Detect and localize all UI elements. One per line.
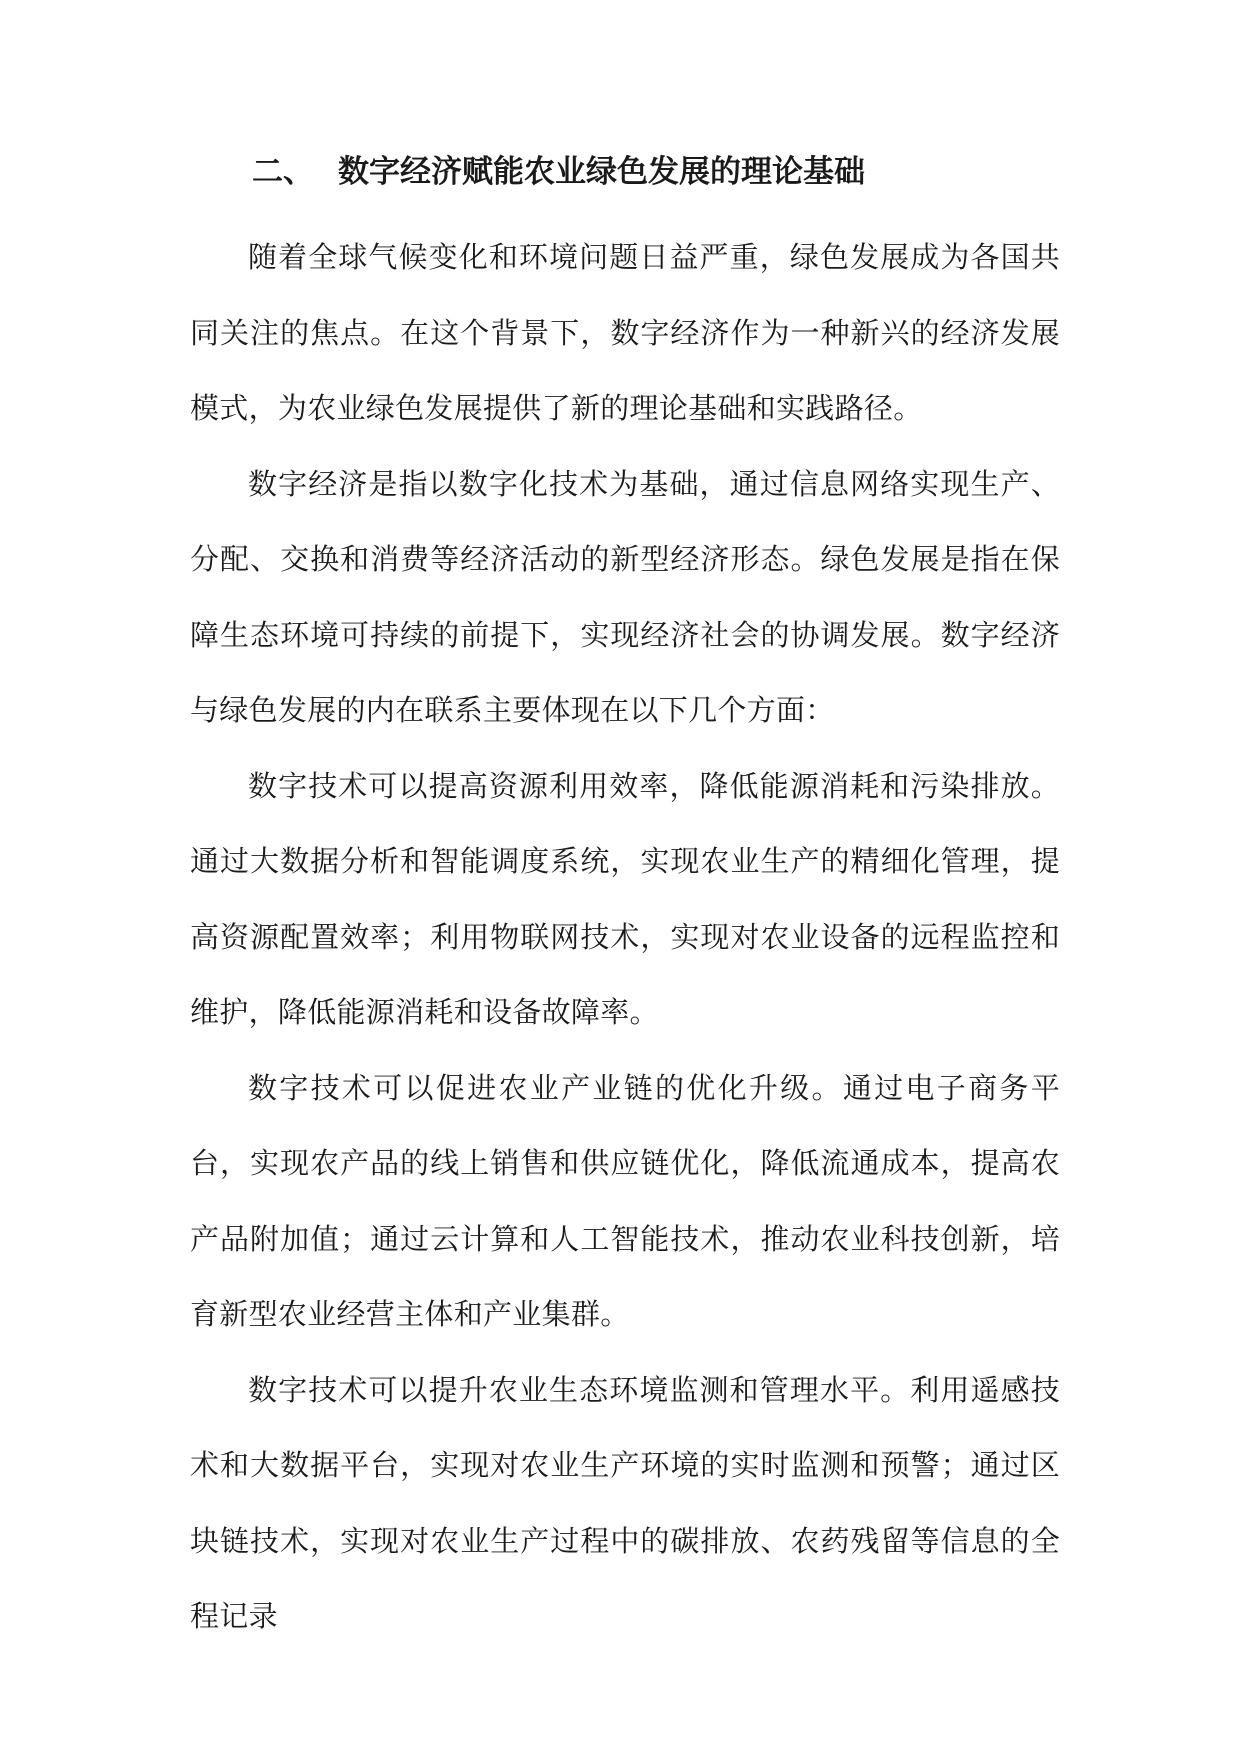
document-body bbox=[190, 220, 1060, 1655]
paragraph-resource-efficiency: 数字技术可以提高资源利用效率，降低能源消耗和污染排放。通过大数据分析和智能调度系统，实现农业生产的精细化管理，提高资源配置效率；利用物联网技术，实现对农业设备的远程监控和维护，降低能源消耗和设备故障率。 bbox=[190, 768, 1060, 1029]
paragraph-intro: 随着全球气候变化和环境问题日益严重，绿色发展成为各国共同关注的焦点。在这个背景下，数字经济作为一种新兴的经济发展模式，为农业绿色发展提供了新的理论基础和实践路径。 bbox=[190, 240, 1060, 425]
section-heading bbox=[252, 152, 865, 192]
section-title: 数字经济赋能农业绿色发展的理论基础 bbox=[338, 154, 865, 190]
paragraph-ecological-monitoring: 数字技术可以提升农业生态环境监测和管理水平。利用遥感技术和大数据平台，实现对农业生产环境的实时监测和预警；通过区块链技术，实现对农业生产过程中的碳排放、农药残留等信息的全程记录 bbox=[190, 1372, 1060, 1633]
paragraph-definition: 数字经济是指以数字化技术为基础，通过信息网络实现生产、分配、交换和消费等经济活动的新型经济形态。绿色发展是指在保障生态环境可持续的前提下，实现经济社会的协调发展。数字经济与绿色发展的内在联系主要体现在以下几个方面： bbox=[190, 466, 1060, 727]
paragraph-industry-chain: 数字技术可以促进农业产业链的优化升级。通过电子商务平台，实现农产品的线上销售和供应链优化，降低流通成本，提高农产品附加值；通过云计算和人工智能技术，推动农业科技创新，培育新型农业经营主体和产业集群。 bbox=[190, 1070, 1060, 1331]
section-number: 二、 bbox=[252, 154, 314, 190]
